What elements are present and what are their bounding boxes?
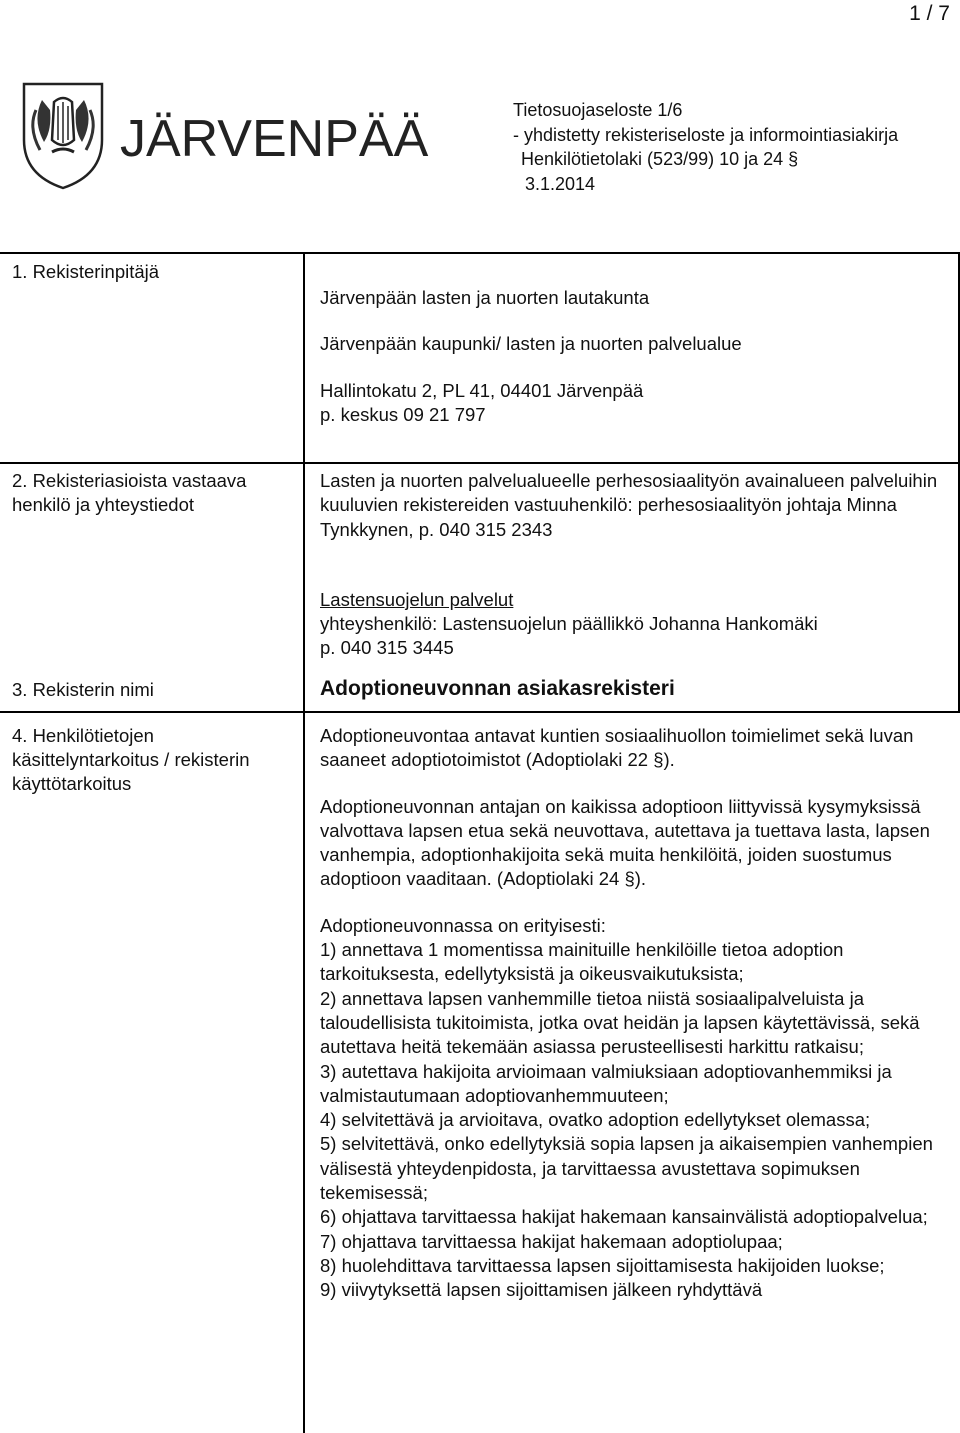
section-4-label: 4. Henkilötietojen käsittelyntarkoitus / rekisterin käyttötarkoitus xyxy=(12,725,250,794)
list-item: 8) huolehdittava tarvittaessa lapsen sijoittamisesta hakijoiden luokse; xyxy=(320,1254,885,1276)
list-item: 2) annettava lapsen vanhemmille tietoa niistä sosiaalipalveluista ja taloudellisista tukitoimista, jotka ovat heidän ja lapsen käytettävissä, sekä autettava heitä tekemään asiassa perusteellisesti harkittu ratkaisu; xyxy=(320,987,920,1058)
header-line: Henkilötietolaki (523/99) 10 ja 24 § xyxy=(521,149,799,169)
header-line: 3.1.2014 xyxy=(525,173,596,194)
purpose-paragraph: Adoptioneuvontaa antavat kuntien sosiaalihuollon toimielimet sekä luvan saaneet adoptiotoimistot (Adoptiolaki 22 §). xyxy=(320,725,914,771)
header-line: - yhdistetty rekisteriseloste ja informointiasiakirja xyxy=(513,124,899,145)
section-1-label: 1. Rekisterinpitäjä xyxy=(12,261,160,282)
section-2-content xyxy=(320,469,952,661)
list-item: 4) selvitettävä ja arvioitava, ovatko adoption edellytykset olemassa; xyxy=(320,1109,871,1131)
header-line: Tietosuojaseloste 1/6 xyxy=(513,100,683,120)
list-item: 5) selvitettävä, onko edellytyksiä sopia lapsen ja aikaisempien vanhempien välisestä yhteydenpidosta, ja tarvittaessa avustettava sopimuksen tekemisessä; xyxy=(320,1133,933,1204)
list-item: 1) annettava 1 momentissa mainituille henkilöille tietoa adoption tarkoituksesta, edellytyksistä ja oikeusvaikutuksista; xyxy=(320,939,844,985)
section-divider xyxy=(0,462,960,464)
logo-wordmark: JÄRVENPÄÄ xyxy=(120,110,429,168)
table-top-border xyxy=(0,252,960,254)
contact-person: yhteyshenkilö: Lastensuojelun päällikkö Johanna Hankomäki xyxy=(320,613,818,635)
responsible-person: Lasten ja nuorten palvelualueelle perhesosiaalityön avainalueen palveluihin kuuluvien rekistereiden vastuuhenkilö: perhesosiaalityön johtaja Minna Tynkkynen, p. 040 315 2343 xyxy=(320,470,938,540)
list-item: 9) viivytyksettä lapsen sijoittamisen jälkeen ryhdyttävä xyxy=(320,1279,763,1301)
jarvenpaa-logo xyxy=(22,80,429,190)
controller-name: Järvenpään lasten ja nuorten lautakunta xyxy=(320,287,650,308)
document-header xyxy=(513,98,898,196)
coat-of-arms-icon xyxy=(24,84,102,188)
contact-phone: p. 040 315 3445 xyxy=(320,637,454,659)
controller-unit: Järvenpään kaupunki/ lasten ja nuorten palvelualue xyxy=(320,333,742,355)
section-divider xyxy=(0,711,960,713)
purpose-paragraph: Adoptioneuvonnan antajan on kaikissa adoptioon liittyvissä kysymyksissä valvottava lapsen etua sekä neuvottava, autettava ja tuettava lasta, lapsen vanhempia, adoptionhakijoita sekä muita henkilöitä, joiden suostumus adoptioon vaaditaan. (Adoptiolaki 24 §). xyxy=(320,795,930,890)
section-3-label: 3. Rekisterin nimi xyxy=(12,679,154,700)
list-intro: Adoptioneuvonnassa on erityisesti: xyxy=(320,914,606,936)
list-item: 3) autettava hakijoita arvioimaan valmiuksiaan adoptiovanhemmiksi ja valmistautumaan adoptiovanhemmuuteen; xyxy=(320,1060,892,1106)
page-number: 1 / 7 xyxy=(909,2,950,25)
list-item: 6) ohjattava tarvittaessa hakijat hakemaan kansainvälistä adoptiopalvelua; xyxy=(320,1206,928,1228)
column-divider xyxy=(303,252,305,1433)
section-2-label: 2. Rekisteriasioista vastaava henkilö ja yhteystiedot xyxy=(12,470,247,515)
controller-address: Hallintokatu 2, PL 41, 04401 Järvenpää xyxy=(320,379,644,401)
controller-phone: p. keskus 09 21 797 xyxy=(320,403,486,425)
list-item: 7) ohjattava tarvittaessa hakijat hakemaan adoptiolupaa; xyxy=(320,1230,783,1252)
section-4-content xyxy=(320,724,952,1303)
section-1-content xyxy=(320,286,952,427)
child-welfare-heading: Lastensuojelun palvelut xyxy=(320,588,514,610)
register-name: Adoptioneuvonnan asiakasrekisteri xyxy=(320,677,675,700)
